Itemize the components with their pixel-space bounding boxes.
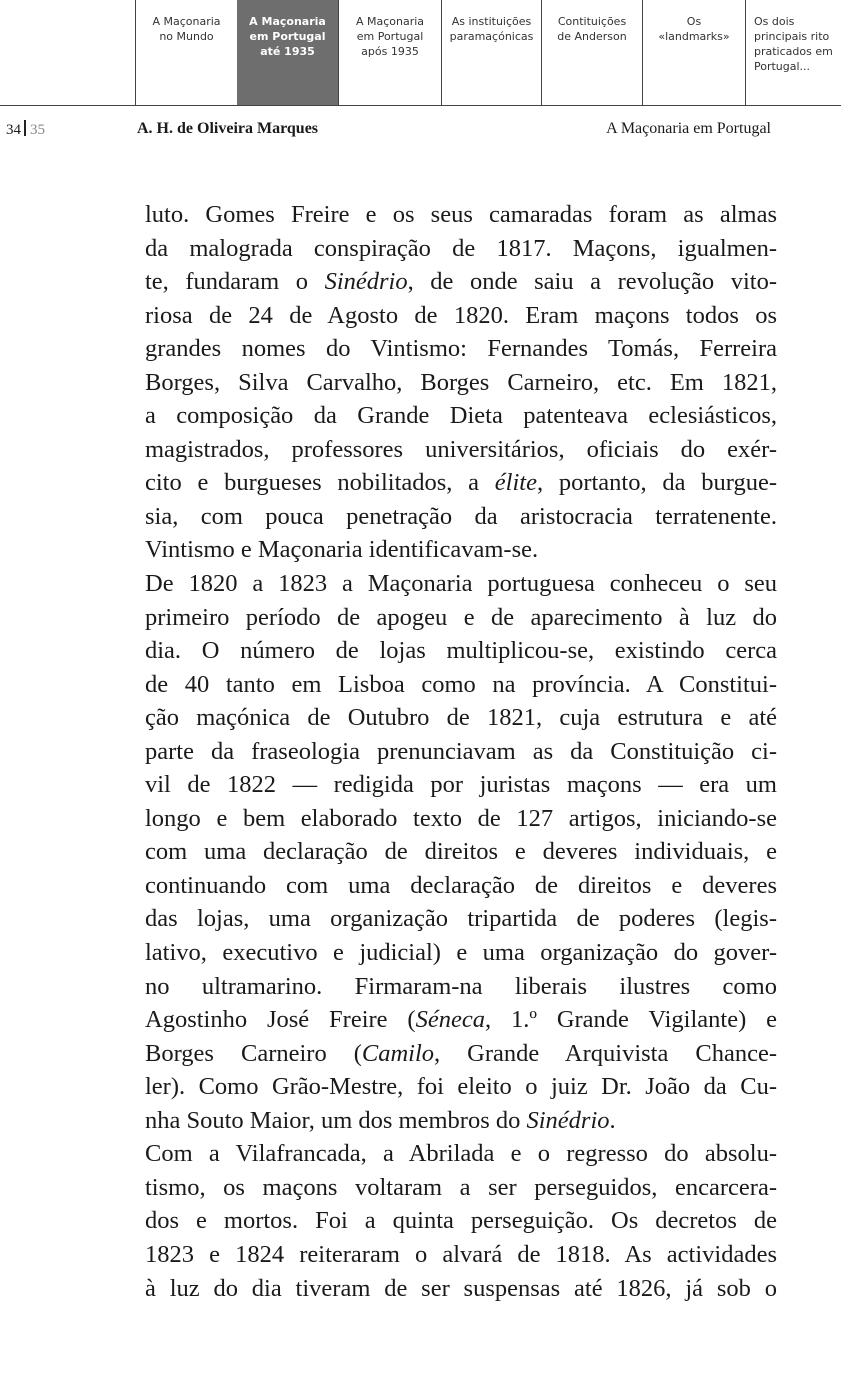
text-line: dia. O número de lojas multiplicou-se, existindo cerca <box>145 637 777 665</box>
page-number-next: 35 <box>30 122 45 138</box>
text-line: parte da fraseologia prenunciavam as da Constituição ci- <box>145 737 777 765</box>
text-line: cito e burgueses nobilitados, a élite, portanto, da burgue- <box>145 469 777 497</box>
text-line: no ultramarino. Firmaram-na liberais ilustres como <box>145 972 777 1000</box>
text-line: tismo, os maçons voltaram a ser perseguidos, encarcera- <box>145 1173 777 1201</box>
tab-instituicoes-paramaconicas[interactable] <box>441 0 541 106</box>
page-number-current: 34 <box>6 122 21 138</box>
tab-label-line: As instituições <box>451 15 532 28</box>
tab-landmarks[interactable] <box>642 0 745 106</box>
text-line: Borges, Silva Carvalho, Borges Carneiro, etc. Em 1821, <box>145 368 777 396</box>
text-line: vil de 1822 — redigida por juristas maçons — era um <box>145 771 777 799</box>
tab-maconaria-em-portugal-ate-1935[interactable] <box>237 0 338 106</box>
running-title: A Maçonaria em Portugal <box>606 120 771 137</box>
page-number-separator <box>24 120 26 136</box>
text-line: continuando com uma declaração de direitos e deveres <box>145 871 777 899</box>
text-line: lativo, executivo e judicial) e uma organização do gover- <box>145 939 777 967</box>
tab-constituicoes-de-anderson[interactable] <box>541 0 642 106</box>
text-line: riosa de 24 de Agosto de 1820. Eram maçons todos os <box>145 301 777 329</box>
page-number <box>6 120 45 139</box>
text-line: Vintismo e Maçonaria identificavam-se. <box>145 536 539 564</box>
text-line: Agostinho José Freire (Séneca, 1.º Grande Vigilante) e <box>145 1006 777 1034</box>
author-name: A. H. de Oliveira Marques <box>137 120 319 137</box>
text-line: Borges Carneiro (Camilo, Grande Arquivista Chance- <box>145 1039 777 1067</box>
text-line: de 40 tanto em Lisboa como na província. A Constitui- <box>145 670 777 698</box>
tab-label-line: Os <box>686 15 702 28</box>
tab-label-line: no Mundo <box>159 30 214 43</box>
tab-label-line: paramaçónicas <box>449 30 534 43</box>
text-line: sia, com pouca penetração da aristocracia terratenente. <box>145 502 777 530</box>
tab-bar-divider <box>0 105 841 106</box>
tab-label-line: «landmarks» <box>658 30 730 43</box>
text-line: da malograda conspiração de 1817. Maçons, igualmen- <box>145 234 777 262</box>
tab-label-line: de Anderson <box>557 30 627 43</box>
text-line: dos e mortos. Foi a quinta perseguição. Os decretos de <box>145 1207 777 1235</box>
section-tab-bar <box>0 0 841 106</box>
text-line: De 1820 a 1823 a Maçonaria portuguesa conheceu o seu <box>145 570 777 598</box>
text-line: nha Souto Maior, um dos membros do Sinédrio. <box>145 1106 616 1134</box>
text-line: grandes nomes do Vintismo: Fernandes Tomás, Ferreira <box>145 335 777 363</box>
text-line: ção maçónica de Outubro de 1821, cuja estrutura e até <box>145 704 777 732</box>
text-line: 1823 e 1824 reiteraram o alvará de 1818. As actividades <box>145 1240 777 1268</box>
text-line: com uma declaração de direitos e deveres individuais, e <box>145 838 777 866</box>
text-line: Com a Vilafrancada, a Abrilada e o regresso do absolu- <box>145 1140 777 1168</box>
text-line: longo e bem elaborado texto de 127 artigos, iniciando-se <box>145 804 777 832</box>
tab-label-line: A Maçonaria <box>152 15 221 28</box>
tab-principais-ritos[interactable] <box>745 0 841 106</box>
tab-label-line: A Maçonaria <box>249 15 326 28</box>
page-header <box>0 112 841 142</box>
text-line: à luz do dia tiveram de ser suspensas até 1826, já sob o <box>145 1274 777 1302</box>
tab-label-line: em Portugal <box>356 30 424 43</box>
tab-maconaria-no-mundo[interactable] <box>135 0 237 106</box>
text-line: luto. Gomes Freire e os seus camaradas foram as almas <box>145 201 777 228</box>
tab-maconaria-em-portugal-apos-1935[interactable] <box>338 0 441 106</box>
text-line: ler). Como Grão-Mestre, foi eleito o juiz Dr. João da Cu- <box>145 1073 777 1101</box>
text-line: primeiro período de apogeu e de aparecimento à luz do <box>145 603 777 631</box>
text-line: das lojas, uma organização tripartida de poderes (legis- <box>145 905 777 933</box>
text-line: a composição da Grande Dieta patenteava eclesiásticos, <box>145 402 777 430</box>
tab-label-line: principais rito <box>754 30 830 43</box>
text-line: te, fundaram o Sinédrio, de onde saiu a revolução vito- <box>145 268 778 296</box>
text-line: magistrados, professores universitários, oficiais do exér- <box>145 435 777 463</box>
tab-label-line: Os dois <box>754 15 795 28</box>
tab-label-line: praticados em <box>754 45 833 58</box>
tab-label-line: A Maçonaria <box>355 15 425 28</box>
tab-label-line: até 1935 <box>260 45 315 58</box>
tab-label-line: após 1935 <box>361 45 419 58</box>
tab-label-line: Contituições <box>557 15 627 28</box>
tab-label-line: em Portugal <box>249 30 326 43</box>
body-text <box>145 198 777 1305</box>
tab-label-line: Portugal... <box>754 60 811 73</box>
